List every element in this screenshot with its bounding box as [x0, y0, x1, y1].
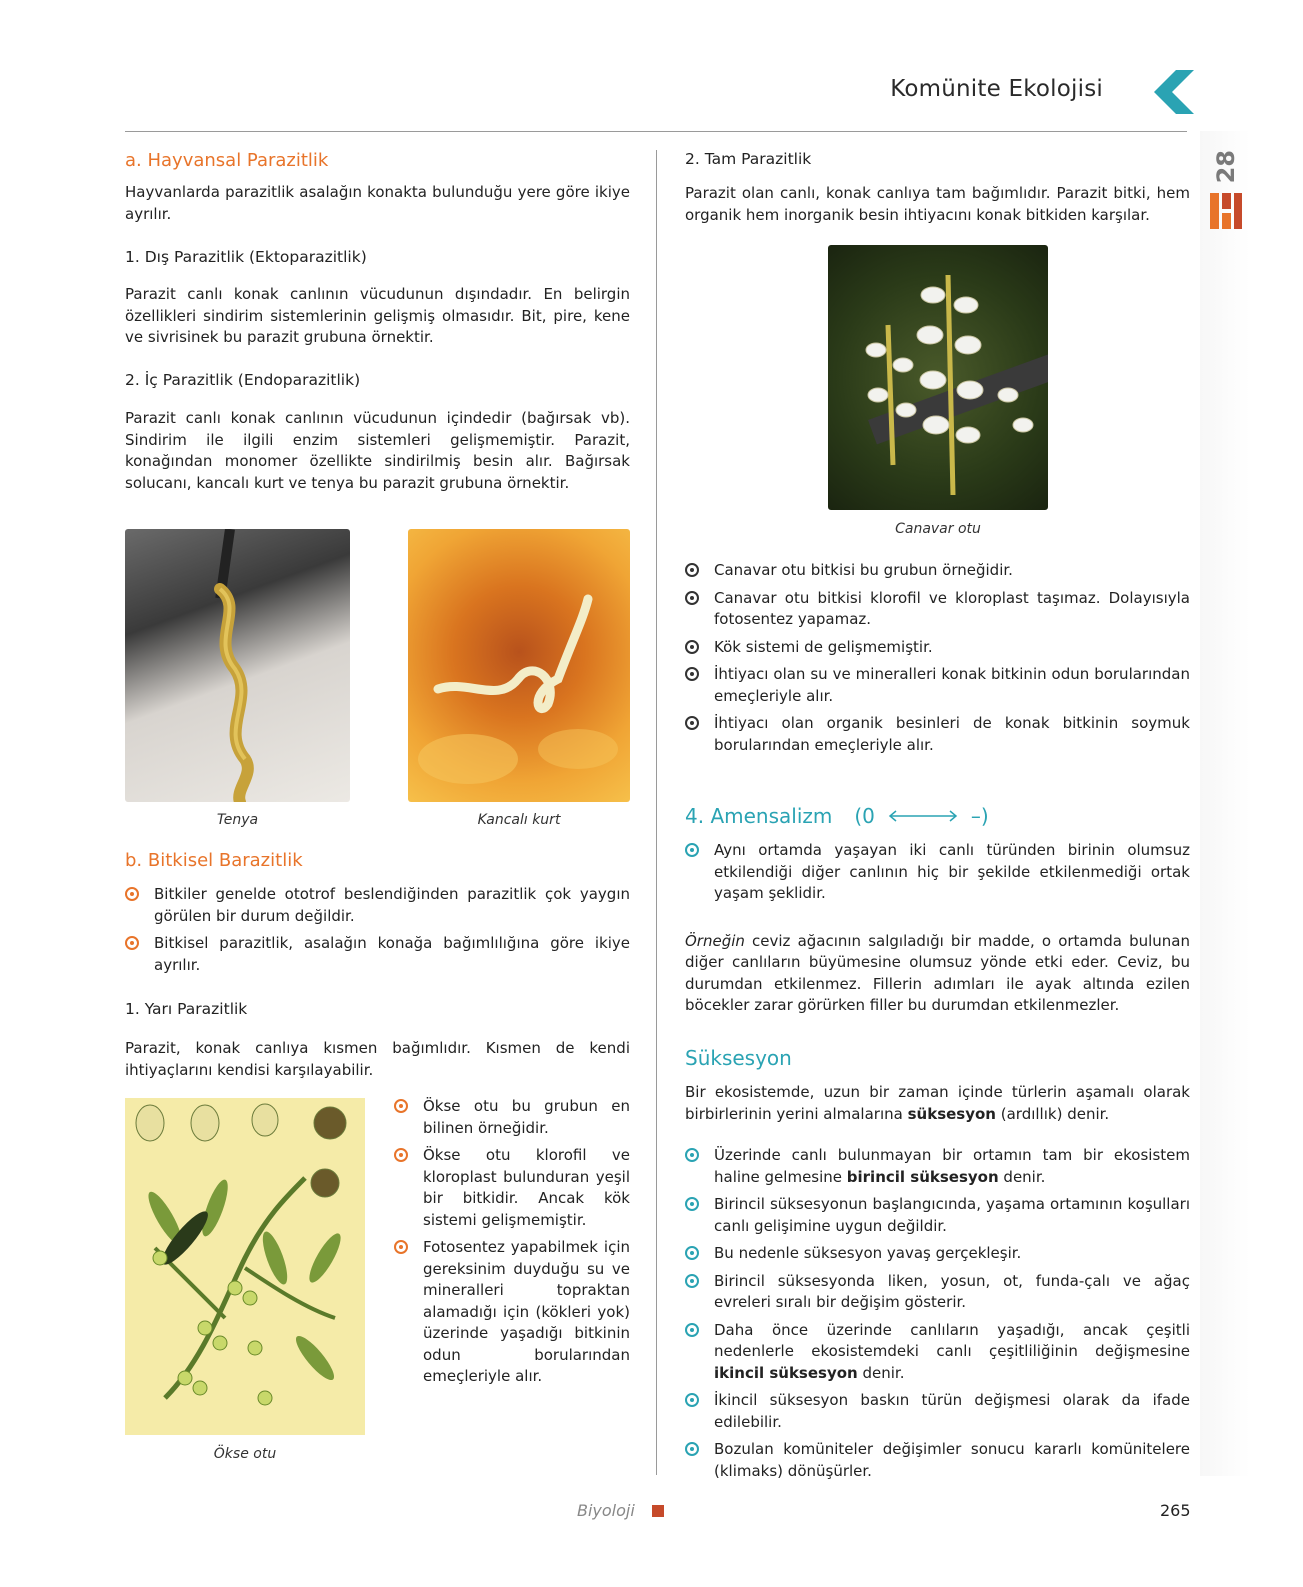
bullet-icon: [125, 887, 139, 901]
bullet-icon: [394, 1099, 408, 1113]
tam-parazitlik-title: 2. Tam Parazitlik: [685, 150, 812, 168]
bullet-icon: [685, 1323, 699, 1337]
bullet-icon: [685, 716, 699, 730]
canavar-otu-caption: Canavar otu: [895, 521, 981, 537]
suksesyon-bullets: [685, 1145, 1190, 1482]
bullet-icon: [685, 1274, 699, 1288]
list-item: İhtiyacı olan organik besinleri de konak bitkinin soymuk borularından emeçleriyle alır.: [685, 713, 1190, 756]
list-item: İhtiyacı olan su ve mineralleri konak bitkinin odun borularından emeçleriyle alır.: [685, 664, 1190, 707]
okse-otu-bullets: [394, 1096, 630, 1388]
ic-parazitlik-text: Parazit canlı konak canlının vücudunun içindedir (bağırsak vb). Sindirim ile ilgili enzim sistemleri gelişmemiştir. Parazit, konağından monomer özellikte sindirilmiş besin alır. Bağırsak solucanı, kancalı kurt ve tenya bu parazit grubuna örnektir.: [125, 409, 630, 492]
kancali-kurt-illustration: [408, 529, 630, 802]
tenya-photo: [125, 529, 350, 802]
okse-otu-drawing: [125, 1098, 365, 1435]
side-tab: [1206, 150, 1246, 260]
okse-otu-caption: Ökse otu: [213, 1446, 277, 1462]
example-text: ceviz ağacının salgıladığı bir madde, o ortamda bulunan diğer canlıların büyümesine olumsuz yönde etki eder. Ceviz, bu durumdan etkilenmez. Fillerin adımları ile ayak altında ezilen böcekler zarar görürken filler bu durumdan etkilenmezler.: [685, 931, 1190, 1014]
bullet-icon: [685, 1246, 699, 1260]
bullet-icon: [685, 591, 699, 605]
footer-subject: Biyoloji: [577, 1501, 635, 1520]
list-item: Daha önce üzerinde canlıların yaşadığı, ancak çeşitli nedenlerle ekosistemdeki canlı çeşitliliğinin değişmesine ikincil süksesyon denir.: [685, 1320, 1190, 1385]
bullet-icon: [685, 640, 699, 654]
suksesyon-intro: Bir ekosistemde, uzun bir zaman içinde türlerin aşamalı olarak birbirlerinin yerini almalarına süksesyon (ardıllık) denir.: [685, 1083, 1190, 1123]
bullet-icon: [394, 1240, 408, 1254]
example-lead: Örneğin: [685, 931, 745, 950]
kancali-kurt-caption: Kancalı kurt: [477, 812, 561, 828]
publisher-logo-icon: [1208, 191, 1244, 235]
list-item: Birincil süksesyonun başlangıcında, yaşama ortamının koşulları canlı gelişimine uygun değildir.: [685, 1194, 1190, 1237]
dis-parazitlik-title: 1. Dış Parazitlik (Ektoparazitlik): [125, 248, 367, 266]
tenya-illustration: [125, 529, 350, 802]
amensalizm-title: [685, 804, 1190, 828]
amensalizm-formula-right: –): [970, 804, 989, 828]
canavar-otu-illustration: [828, 245, 1048, 510]
canavar-otu-photo: [828, 245, 1048, 510]
list-item: Ökse otu bu grubun en bilinen örneğidir.: [394, 1096, 630, 1139]
section-b-bullets: [125, 884, 630, 982]
section-a-intro: Hayvanlarda parazitlik asalağın konakta bulunduğu yere göre ikiye ayrılır.: [125, 183, 630, 223]
side-strip: [1200, 131, 1250, 1476]
list-item: Canavar otu bitkisi klorofil ve kloroplast taşımaz. Dolayısıyla fotosentez yapamaz.: [685, 588, 1190, 631]
bullet-icon: [685, 843, 699, 857]
suksesyon-section: [685, 1046, 1190, 1488]
list-item: Canavar otu bitkisi bu grubun örneğidir.: [685, 560, 1190, 582]
suksesyon-title: Süksesyon: [685, 1046, 792, 1070]
double-arrow-icon: [887, 810, 959, 822]
list-item: Birincil süksesyonda liken, yosun, ot, funda-çalı ve ağaç evreleri sıralı bir değişim gösterir.: [685, 1271, 1190, 1314]
tenya-caption: Tenya: [216, 812, 259, 828]
section-b-title: b. Bitkisel Barazitlik: [125, 850, 303, 871]
column-divider: [656, 150, 657, 1475]
bullet-icon: [685, 667, 699, 681]
yari-parazitlik-title: 1. Yarı Parazitlik: [125, 1000, 248, 1018]
amensalizm-bullets: [685, 840, 1190, 905]
bullet-icon: [685, 1197, 699, 1211]
ic-parazitlik-title: 2. İç Parazitlik (Endoparazitlik): [125, 371, 361, 389]
bullet-icon: [685, 1442, 699, 1456]
list-item: Bitkisel parazitlik, asalağın konağa bağımlılığına göre ikiye ayrılır.: [125, 933, 630, 976]
list-item: Kök sistemi de gelişmemiştir.: [685, 637, 1190, 659]
list-item: Bitkiler genelde ototrof beslendiğinden parazitlik çok yaygın görülen bir durum değildir.: [125, 884, 630, 927]
bullet-icon: [685, 563, 699, 577]
footer-square-icon: [652, 1505, 664, 1517]
amensalizm-formula-left: (0: [854, 804, 875, 828]
list-item: Aynı ortamda yaşayan iki canlı türünden birinin olumsuz etkilendiği diğer canlının hiç bir şekilde etkilenmediği ortak yaşam şeklidir.: [685, 840, 1190, 905]
amensalizm-example: [685, 931, 1190, 1017]
list-item: Fotosentez yapabilmek için gereksinim duyduğu su ve mineralleri topraktan alamadığı için (kökleri yok) üzerinde yaşadığı bitkinin odun borularından emeçleriyle alır.: [394, 1237, 630, 1388]
dis-parazitlik-text: Parazit canlı konak canlının vücudunun dışındadır. En belirgin özellikleri sindirim sistemlerinin gelişmiş olmasıdır. Bit, pire, kene ve sivrisinek bu parazit grubuna örnektir.: [125, 285, 630, 346]
section-a-title: a. Hayvansal Parazitlik: [125, 150, 329, 171]
bullet-icon: [394, 1148, 408, 1162]
list-item: Bozulan komüniteler değişimler sonucu kararlı komünitelere (klimaks) dönüşürler.: [685, 1439, 1190, 1482]
amensalizm-title-text: 4. Amensalizm: [685, 804, 833, 828]
header-divider: [125, 131, 1187, 132]
page-header-title: Komünite Ekolojisi: [890, 76, 1103, 102]
list-item: İkincil süksesyon baskın türün değişmesi olarak da ifade edilebilir.: [685, 1390, 1190, 1433]
page-number: 265: [1160, 1501, 1191, 1520]
tam-parazitlik-text: Parazit olan canlı, konak canlıya tam bağımlıdır. Parazit bitki, hem organik hem inorganik besin ihtiyacını konak bitkiden karşılar.: [685, 184, 1190, 224]
kancali-kurt-photo: [408, 529, 630, 802]
side-tab-number: 28: [1212, 150, 1240, 184]
chevron-left-icon: [1150, 70, 1194, 114]
bullet-icon: [685, 1148, 699, 1162]
bullet-icon: [125, 936, 139, 950]
list-item: Üzerinde canlı bulunmayan bir ortamın tam bir ekosistem haline gelmesine birincil süksesyon denir.: [685, 1145, 1190, 1188]
yari-parazitlik-text: Parazit, konak canlıya kısmen bağımlıdır. Kısmen de kendi ihtiyaçlarını kendisi karşılayabilir.: [125, 1039, 630, 1079]
list-item: Ökse otu klorofil ve kloroplast bulunduran yeşil bir bitkidir. Ancak kök sistemi gelişmemiştir.: [394, 1145, 630, 1231]
okse-otu-illustration: [125, 1098, 365, 1435]
list-item: Bu nedenle süksesyon yavaş gerçekleşir.: [685, 1243, 1190, 1265]
bullet-icon: [685, 1393, 699, 1407]
canavar-otu-bullets: [685, 560, 1190, 756]
canavar-otu-bullets-block: [685, 560, 1190, 762]
amensalizm-section: [685, 804, 1190, 1017]
okse-otu-bullets-block: [394, 1096, 630, 1394]
